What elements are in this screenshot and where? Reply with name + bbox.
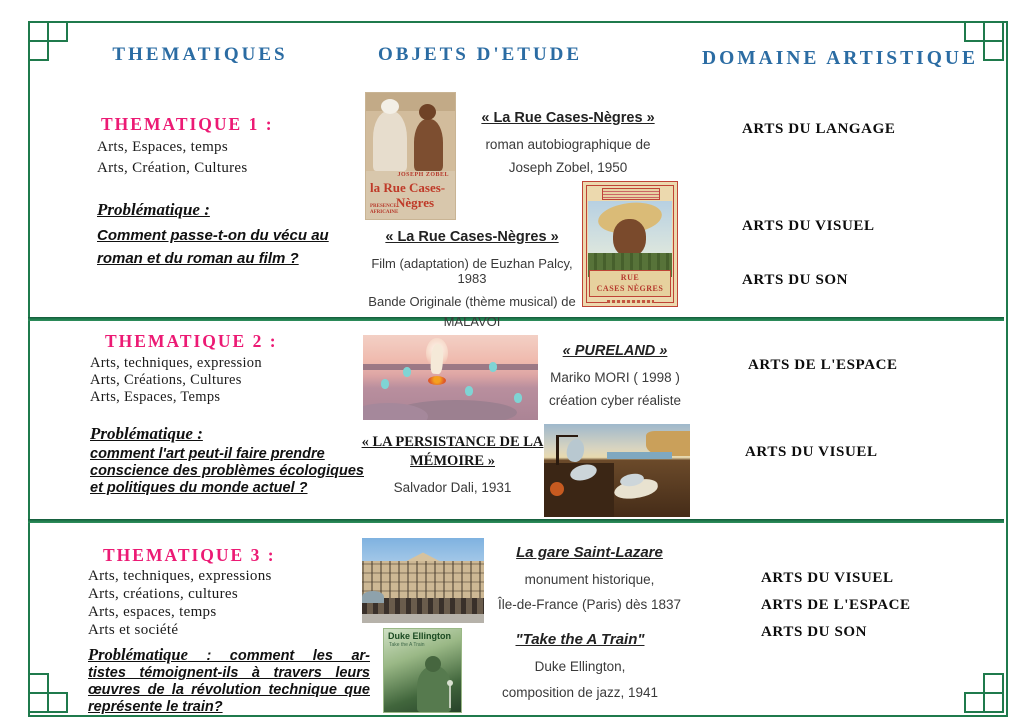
poster-title: CASES NÈGRES xyxy=(596,284,664,293)
duke-ellington-album-cover xyxy=(384,629,461,712)
shelf-background xyxy=(366,93,455,111)
book-caption-line: Joseph Zobel, 1950 xyxy=(508,160,628,175)
lotus-flower xyxy=(428,376,446,385)
train-caption-title: "Take the A Train" xyxy=(515,631,645,648)
book-cover-title: la Rue Cases- xyxy=(370,180,446,195)
woman-figure xyxy=(373,111,407,171)
column-header-thematiques: THEMATIQUES xyxy=(112,44,288,65)
book-cover-text-area xyxy=(366,171,455,219)
theme1-title: THEMATIQUE 1 : xyxy=(101,114,274,134)
theme2-keyword: Arts, Espaces, Temps xyxy=(90,389,221,405)
horizon-band xyxy=(363,364,538,370)
film-caption-line: MALAVOI xyxy=(443,314,501,329)
film-caption-title: « La Rue Cases-Nègres » xyxy=(385,229,559,245)
boy-figure xyxy=(414,119,443,171)
theme3-problem-text: : comment les ar- xyxy=(187,648,370,664)
pureland-artwork-image xyxy=(363,335,538,420)
pureland-caption-line: création cyber réaliste xyxy=(548,393,682,408)
theme1-keyword: Arts, Espaces, temps xyxy=(97,139,228,155)
theme3-problem-line: représente le train? xyxy=(88,699,223,715)
theme1-domain: ARTS DU LANGAGE xyxy=(742,121,896,137)
poster-title: RUE xyxy=(620,273,640,282)
persistance-caption-title: MÉMOIRE » xyxy=(410,453,495,469)
theme1-domain: ARTS DU SON xyxy=(742,272,849,288)
pureland-caption-line: Mariko MORI ( 1998 ) xyxy=(550,370,680,385)
boy-head xyxy=(419,104,436,120)
theme2-problem-label: Problématique : xyxy=(90,424,203,443)
melting-clock xyxy=(565,437,586,463)
theme2-domain: ARTS DE L'ESPACE xyxy=(748,357,898,373)
book-caption-line: roman autobiographique de xyxy=(485,137,651,152)
column-header-domaine: DOMAINE ARTISTIQUE xyxy=(702,48,978,69)
corner-square xyxy=(983,21,1004,42)
gare-caption-line: monument historique, xyxy=(524,572,655,587)
corner-square xyxy=(983,673,1004,694)
theme3-keyword: Arts, techniques, expressions xyxy=(88,568,272,584)
corner-square xyxy=(964,21,985,42)
alien-creature xyxy=(514,393,522,403)
theme2-keyword: Arts, techniques, expression xyxy=(90,355,262,371)
corner-square xyxy=(28,692,49,713)
persistance-caption xyxy=(360,433,545,503)
alien-creature xyxy=(403,367,411,377)
train-caption-line: composition de jazz, 1941 xyxy=(501,685,659,700)
woman-headwrap xyxy=(381,99,399,114)
gare-caption-line: Île-de-France (Paris) dès 1837 xyxy=(497,597,682,612)
gare-caption-title: La gare Saint-Lazare xyxy=(516,544,663,561)
poster-top-credits xyxy=(602,188,660,200)
train-caption xyxy=(480,631,680,708)
album-title: Duke Ellington xyxy=(388,631,451,641)
duke-ellington-head xyxy=(425,656,441,672)
theme1-problem-line: Comment passe-t-on du vécu au xyxy=(97,227,329,244)
theme2-domain: ARTS DU VISUEL xyxy=(745,444,878,460)
theme1-problem-label: Problématique : xyxy=(97,200,210,219)
boy-face xyxy=(613,219,646,257)
theme1-problem-line: roman et du roman au film ? xyxy=(97,250,299,267)
duke-ellington-figure xyxy=(417,666,451,712)
theme2-problem-line: comment l'art peut-il faire prendre xyxy=(90,446,325,462)
pureland-caption xyxy=(540,343,690,416)
book-caption-title: « La Rue Cases-Nègres » xyxy=(481,110,655,126)
corner-square xyxy=(28,40,49,61)
section-separator xyxy=(28,519,1004,523)
persistance-caption-line: Salvador Dali, 1931 xyxy=(393,480,512,495)
film-caption-line: Film (adaptation) de Euzhan Palcy, 1983 xyxy=(371,256,573,286)
corner-square xyxy=(964,692,985,713)
theme2-keyword: Arts, Créations, Cultures xyxy=(90,372,242,388)
film-caption xyxy=(362,229,582,337)
theme1-domain: ARTS DU VISUEL xyxy=(742,218,875,234)
gare-saint-lazare-photo xyxy=(362,538,484,623)
corner-square xyxy=(47,692,68,713)
book-cover-author: JOSEPH ZOBEL xyxy=(397,172,449,178)
column-header-objets: OBJETS D'ETUDE xyxy=(378,44,583,65)
persistence-of-memory-image xyxy=(544,424,690,517)
tree-branch xyxy=(556,435,578,437)
theme1-keyword: Arts, Création, Cultures xyxy=(97,160,248,176)
pureland-caption-title: « PURELAND » xyxy=(562,343,668,359)
film-caption-line: Bande Originale (thème musical) de xyxy=(368,294,576,309)
corner-square xyxy=(28,673,49,694)
corner-square xyxy=(983,40,1004,61)
book-cover-la-rue-cases-negres xyxy=(366,93,455,219)
book-cover-publisher: PRESENCE AFRICAINE xyxy=(370,204,399,215)
theme3-problem-line: œuvres de la révolution technique que xyxy=(88,682,370,698)
alien-creature xyxy=(381,379,389,389)
poster-title-band xyxy=(589,270,671,297)
theme3-problem-paragraph xyxy=(88,646,370,716)
theme3-keyword: Arts et société xyxy=(88,622,179,638)
corner-square xyxy=(47,21,68,42)
album-subtitle: Take the A Train xyxy=(389,642,425,648)
film-poster-rue-cases-negres xyxy=(582,181,678,307)
corner-square xyxy=(983,692,1004,713)
theme3-title: THEMATIQUE 3 : xyxy=(103,545,276,565)
microphone-icon xyxy=(447,680,453,686)
book-caption xyxy=(468,110,668,183)
glass-canopy xyxy=(362,591,384,603)
theme3-domain: ARTS DU SON xyxy=(761,624,868,640)
alien-creature xyxy=(489,362,497,372)
alien-creature xyxy=(465,386,473,396)
microphone-stand xyxy=(449,685,451,708)
corner-square xyxy=(28,21,49,42)
theme3-domain: ARTS DE L'ESPACE xyxy=(761,597,911,613)
theme3-keyword: Arts, espaces, temps xyxy=(88,604,217,620)
gare-caption xyxy=(492,544,687,620)
poster-bottom-credits xyxy=(607,300,654,303)
theme2-title: THEMATIQUE 2 : xyxy=(105,331,278,351)
sea xyxy=(607,452,673,459)
theme3-problem-line xyxy=(88,646,370,665)
theme2-problem-line: conscience des problèmes écologiques xyxy=(90,463,364,479)
orange-pocket-watch xyxy=(550,482,564,496)
theme3-keyword: Arts, créations, cultures xyxy=(88,586,238,602)
theme3-problem-label: Problématique xyxy=(88,645,188,664)
book-cover-title: Nègres xyxy=(396,195,435,210)
theme3-domain: ARTS DU VISUEL xyxy=(761,570,894,586)
persistance-caption-title: « LA PERSISTANCE DE LA xyxy=(361,434,544,450)
forecourt-ground xyxy=(362,614,484,623)
dead-tree xyxy=(556,435,559,465)
theme3-problem-line: tistes témoignent-ils à travers leurs xyxy=(88,665,370,681)
train-caption-line: Duke Ellington, xyxy=(534,659,626,674)
book-cover-photo xyxy=(366,93,455,171)
theme2-problem-line: et politiques du monde actuel ? xyxy=(90,480,308,496)
